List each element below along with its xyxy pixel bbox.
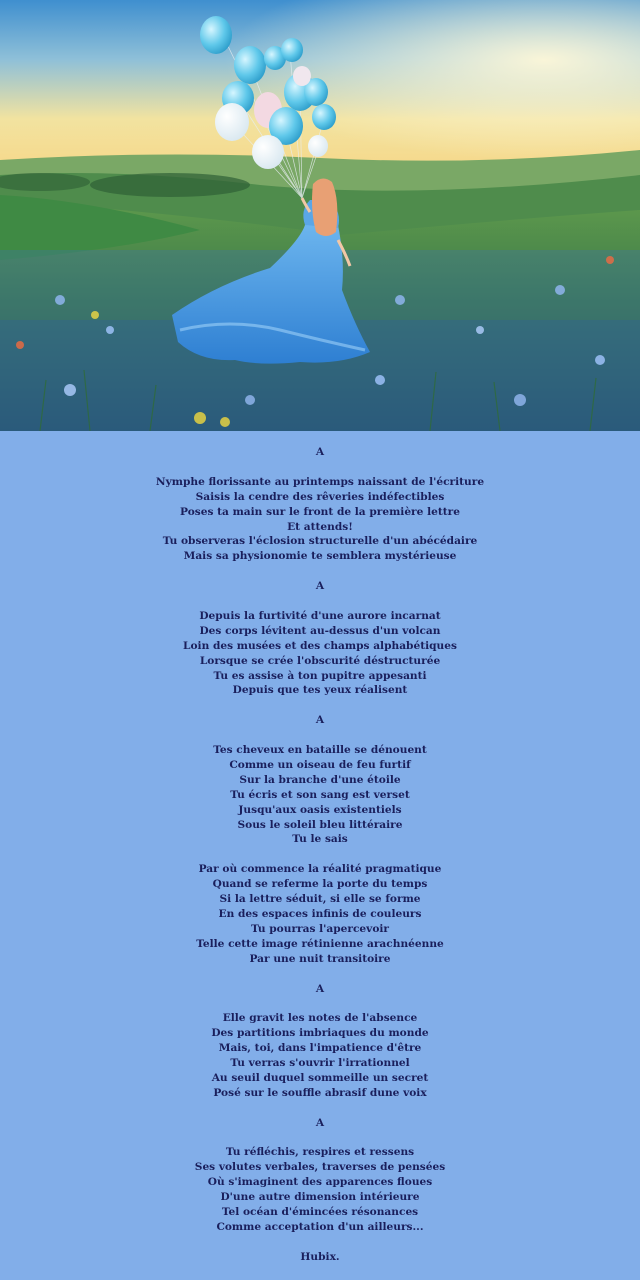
poem-line: Des partitions imbriaques du monde: [211, 1027, 429, 1040]
poem-line: Tu réfléchis, respires et ressens: [225, 1146, 415, 1159]
poem-line: D'une autre dimension intérieure: [220, 1191, 420, 1204]
stanza-letter: A: [315, 580, 325, 593]
stanza-gap: [0, 1235, 640, 1250]
stanza-letter: A: [315, 446, 325, 458]
stanza-gap: [0, 967, 640, 982]
stanza-letter: A: [315, 982, 325, 995]
stanza-letter: A: [315, 714, 325, 727]
poem-line: Et attends!: [287, 520, 353, 533]
poem-line: Tu pourras l'apercevoir: [250, 922, 390, 935]
poem-line: Comme acceptation d'un ailleurs...: [216, 1220, 424, 1233]
poem-line: Tu le sais: [292, 833, 348, 846]
poem-line: Loin des musées et des champs alphabétiques: [183, 639, 457, 652]
poem-line: Par une nuit transitoire: [249, 952, 391, 965]
poem-line: Tel océan d'émincées résonances: [221, 1206, 419, 1219]
poem-line: Poses ta main sur le front de la première lettre: [180, 505, 460, 518]
stanza-gap: [0, 1101, 640, 1116]
poem-line: Posé sur le souffle abrasif dune voix: [213, 1086, 427, 1099]
stanza-gap: [0, 564, 640, 579]
poem-line: Au seuil duquel sommeille un secret: [211, 1071, 429, 1084]
poem-line: Sous le soleil bleu littéraire: [237, 818, 403, 831]
field-balloons-illustration: [0, 0, 640, 431]
poem-line: Des corps lévitent au-dessus d'un volcan: [199, 624, 441, 637]
stanza-gap: [0, 996, 640, 1011]
poem-line: Tu verras s'ouvrir l'irrationnel: [230, 1057, 410, 1070]
poem-line: Quand se referme la porte du temps: [212, 878, 428, 891]
stanza-gap: [0, 1131, 640, 1146]
poem-signature: Hubix.: [300, 1250, 340, 1263]
stanza-gap: [0, 460, 640, 475]
stanza-gap: [0, 594, 640, 609]
poem-line: Telle cette image rétinienne arachnéenne: [196, 937, 444, 950]
poem-line: Nymphe florissante au printemps naissant de l'écriture: [155, 475, 485, 488]
poem-line: Elle gravit les notes de l'absence: [222, 1012, 418, 1025]
stanza-gap: [0, 847, 640, 862]
poem-line: Depuis que tes yeux réalisent: [232, 684, 408, 697]
poem-line: Sur la branche d'une étoile: [239, 773, 401, 786]
poem-line: Saisis la cendre des rêveries indéfectibles: [195, 490, 445, 503]
poem-line: Où s'imaginent des apparences floues: [207, 1176, 433, 1189]
poem-line: Depuis la furtivité d'une aurore incarnat: [199, 609, 441, 622]
poem-line: Mais, toi, dans l'impatience d'être: [218, 1042, 422, 1055]
poem-line: En des espaces infinis de couleurs: [218, 908, 422, 920]
poem-line: Par où commence la réalité pragmatique: [198, 863, 442, 876]
poem-line: Comme un oiseau de feu furtif: [229, 758, 411, 771]
poem-line: Tu écris et son sang est verset: [230, 788, 410, 801]
poem-line: Jusqu'aux oasis existentiels: [238, 803, 402, 816]
poem-line: Si la lettre séduit, si elle se forme: [219, 893, 421, 906]
stanza-gap: [0, 728, 640, 743]
stanza-letter: A: [315, 1116, 325, 1129]
poem-line: Tu observeras l'éclosion structurelle d'un abécédaire: [162, 535, 478, 548]
stanza-gap: [0, 698, 640, 713]
poem-line: Ses volutes verbales, traverses de pensées: [194, 1161, 446, 1174]
poem-line: Lorsque se crée l'obscurité déstructurée: [199, 654, 441, 667]
poem-line: Mais sa physionomie te semblera mystérieuse: [183, 550, 457, 563]
poem: [0, 431, 640, 1280]
hero-image: [0, 0, 640, 431]
poem-line: Tes cheveux en bataille se dénouent: [213, 744, 427, 757]
poem-line: Tu es assise à ton pupitre appesanti: [213, 669, 427, 682]
